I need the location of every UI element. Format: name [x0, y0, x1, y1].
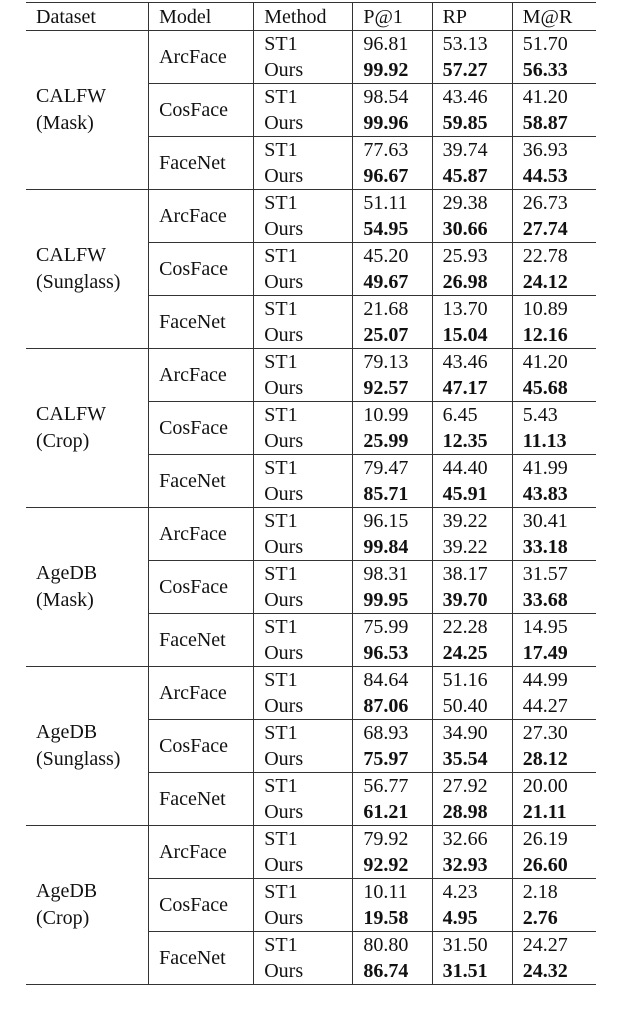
dataset-name: AgeDB [36, 562, 98, 584]
model-cell: CosFace [149, 561, 254, 614]
rp-cell: 43.46 [432, 349, 512, 376]
method-cell: ST1 [254, 402, 353, 429]
rp-cell: 50.40 [432, 693, 512, 720]
rp-cell: 44.40 [432, 455, 512, 482]
model-cell: CosFace [149, 402, 254, 455]
p-at-1-cell: 25.99 [353, 428, 432, 455]
m-at-r-cell: 33.68 [512, 587, 596, 614]
rp-cell: 51.16 [432, 667, 512, 694]
method-cell: ST1 [254, 667, 353, 694]
p-at-1-cell: 75.97 [353, 746, 432, 773]
p-at-1-cell: 99.95 [353, 587, 432, 614]
method-cell: Ours [254, 534, 353, 561]
dataset-cell [26, 349, 149, 508]
p-at-1-cell: 79.47 [353, 455, 432, 482]
m-at-r-cell: 26.60 [512, 852, 596, 879]
method-cell: Ours [254, 587, 353, 614]
m-at-r-cell: 14.95 [512, 614, 596, 641]
method-cell: Ours [254, 375, 353, 402]
method-cell: ST1 [254, 614, 353, 641]
p-at-1-cell: 96.81 [353, 31, 432, 58]
method-cell: Ours [254, 322, 353, 349]
m-at-r-cell: 30.41 [512, 508, 596, 535]
m-at-r-cell: 44.99 [512, 667, 596, 694]
p-at-1-cell: 56.77 [353, 773, 432, 800]
p-at-1-cell: 79.13 [353, 349, 432, 376]
p-at-1-cell: 99.92 [353, 57, 432, 84]
method-cell: Ours [254, 57, 353, 84]
model-cell: ArcFace [149, 508, 254, 561]
dataset-name: AgeDB [36, 721, 98, 743]
method-cell: ST1 [254, 31, 353, 58]
m-at-r-cell: 21.11 [512, 799, 596, 826]
p-at-1-cell: 10.99 [353, 402, 432, 429]
table-row [26, 667, 596, 694]
header-method: Method [254, 3, 353, 31]
method-cell: ST1 [254, 84, 353, 111]
model-cell: ArcFace [149, 31, 254, 84]
rp-cell: 34.90 [432, 720, 512, 747]
rp-cell: 32.66 [432, 826, 512, 853]
method-cell: ST1 [254, 137, 353, 164]
rp-cell: 25.93 [432, 243, 512, 270]
p-at-1-cell: 92.92 [353, 852, 432, 879]
m-at-r-cell: 24.27 [512, 932, 596, 959]
method-cell: Ours [254, 163, 353, 190]
p-at-1-cell: 96.67 [353, 163, 432, 190]
p-at-1-cell: 25.07 [353, 322, 432, 349]
rp-cell: 22.28 [432, 614, 512, 641]
method-cell: ST1 [254, 826, 353, 853]
m-at-r-cell: 27.74 [512, 216, 596, 243]
rp-cell: 13.70 [432, 296, 512, 323]
method-cell: ST1 [254, 455, 353, 482]
model-cell: ArcFace [149, 826, 254, 879]
m-at-r-cell: 10.89 [512, 296, 596, 323]
rp-cell: 6.45 [432, 402, 512, 429]
rp-cell: 26.98 [432, 269, 512, 296]
m-at-r-cell: 44.27 [512, 693, 596, 720]
model-cell: ArcFace [149, 667, 254, 720]
rp-cell: 35.54 [432, 746, 512, 773]
m-at-r-cell: 17.49 [512, 640, 596, 667]
p-at-1-cell: 21.68 [353, 296, 432, 323]
m-at-r-cell: 36.93 [512, 137, 596, 164]
header-row [26, 3, 596, 31]
method-cell: ST1 [254, 190, 353, 217]
method-cell: ST1 [254, 508, 353, 535]
results-table [26, 2, 596, 985]
m-at-r-cell: 12.16 [512, 322, 596, 349]
rp-cell: 38.17 [432, 561, 512, 588]
rp-cell: 24.25 [432, 640, 512, 667]
method-cell: Ours [254, 110, 353, 137]
m-at-r-cell: 20.00 [512, 773, 596, 800]
rp-cell: 12.35 [432, 428, 512, 455]
model-cell: CosFace [149, 84, 254, 137]
p-at-1-cell: 92.57 [353, 375, 432, 402]
model-cell: CosFace [149, 720, 254, 773]
rp-cell: 15.04 [432, 322, 512, 349]
p-at-1-cell: 99.96 [353, 110, 432, 137]
model-cell: CosFace [149, 243, 254, 296]
dataset-variant: (Crop) [36, 907, 90, 929]
m-at-r-cell: 2.76 [512, 905, 596, 932]
method-cell: Ours [254, 852, 353, 879]
dataset-cell [26, 31, 149, 190]
rp-cell: 59.85 [432, 110, 512, 137]
table-row [26, 826, 596, 853]
model-cell: FaceNet [149, 614, 254, 667]
m-at-r-cell: 28.12 [512, 746, 596, 773]
header-rp: RP [432, 3, 512, 31]
p-at-1-cell: 51.11 [353, 190, 432, 217]
m-at-r-cell: 24.32 [512, 958, 596, 985]
dataset-name: CALFW [36, 244, 106, 266]
m-at-r-cell: 24.12 [512, 269, 596, 296]
rp-cell: 28.98 [432, 799, 512, 826]
method-cell: ST1 [254, 932, 353, 959]
rp-cell: 39.22 [432, 508, 512, 535]
method-cell: Ours [254, 693, 353, 720]
dataset-variant: (Mask) [36, 112, 94, 134]
method-cell: Ours [254, 428, 353, 455]
p-at-1-cell: 84.64 [353, 667, 432, 694]
rp-cell: 39.70 [432, 587, 512, 614]
p-at-1-cell: 80.80 [353, 932, 432, 959]
p-at-1-cell: 77.63 [353, 137, 432, 164]
m-at-r-cell: 41.20 [512, 349, 596, 376]
rp-cell: 45.91 [432, 481, 512, 508]
rp-cell: 4.23 [432, 879, 512, 906]
m-at-r-cell: 26.73 [512, 190, 596, 217]
table-row [26, 508, 596, 535]
model-cell: FaceNet [149, 296, 254, 349]
p-at-1-cell: 45.20 [353, 243, 432, 270]
p-at-1-cell: 61.21 [353, 799, 432, 826]
m-at-r-cell: 51.70 [512, 31, 596, 58]
rp-cell: 31.51 [432, 958, 512, 985]
m-at-r-cell: 44.53 [512, 163, 596, 190]
rp-cell: 57.27 [432, 57, 512, 84]
p-at-1-cell: 85.71 [353, 481, 432, 508]
dataset-variant: (Sunglass) [36, 748, 121, 770]
dataset-cell [26, 667, 149, 826]
method-cell: ST1 [254, 561, 353, 588]
p-at-1-cell: 54.95 [353, 216, 432, 243]
p-at-1-cell: 98.31 [353, 561, 432, 588]
m-at-r-cell: 26.19 [512, 826, 596, 853]
method-cell: Ours [254, 640, 353, 667]
method-cell: ST1 [254, 349, 353, 376]
method-cell: Ours [254, 746, 353, 773]
m-at-r-cell: 2.18 [512, 879, 596, 906]
rp-cell: 45.87 [432, 163, 512, 190]
rp-cell: 4.95 [432, 905, 512, 932]
table-row [26, 190, 596, 217]
method-cell: ST1 [254, 879, 353, 906]
method-cell: ST1 [254, 773, 353, 800]
m-at-r-cell: 45.68 [512, 375, 596, 402]
p-at-1-cell: 96.15 [353, 508, 432, 535]
model-cell: ArcFace [149, 349, 254, 402]
dataset-variant: (Crop) [36, 430, 90, 452]
model-cell: FaceNet [149, 455, 254, 508]
m-at-r-cell: 5.43 [512, 402, 596, 429]
method-cell: Ours [254, 958, 353, 985]
dataset-name: CALFW [36, 403, 106, 425]
p-at-1-cell: 79.92 [353, 826, 432, 853]
dataset-cell [26, 508, 149, 667]
model-cell: ArcFace [149, 190, 254, 243]
table-header [26, 3, 596, 31]
header-p-at-1: P@1 [353, 3, 432, 31]
method-cell: Ours [254, 481, 353, 508]
p-at-1-cell: 98.54 [353, 84, 432, 111]
m-at-r-cell: 31.57 [512, 561, 596, 588]
rp-cell: 39.74 [432, 137, 512, 164]
p-at-1-cell: 86.74 [353, 958, 432, 985]
method-cell: Ours [254, 905, 353, 932]
header-dataset: Dataset [36, 5, 96, 28]
rp-cell: 39.22 [432, 534, 512, 561]
rp-cell: 30.66 [432, 216, 512, 243]
model-cell: CosFace [149, 879, 254, 932]
dataset-variant: (Sunglass) [36, 271, 121, 293]
header-model: Model [149, 3, 254, 31]
p-at-1-cell: 87.06 [353, 693, 432, 720]
model-cell: FaceNet [149, 932, 254, 985]
p-at-1-cell: 10.11 [353, 879, 432, 906]
method-cell: ST1 [254, 243, 353, 270]
rp-cell: 43.46 [432, 84, 512, 111]
rp-cell: 32.93 [432, 852, 512, 879]
method-cell: Ours [254, 269, 353, 296]
rp-cell: 47.17 [432, 375, 512, 402]
header-m-at-r: M@R [512, 3, 596, 31]
rp-cell: 29.38 [432, 190, 512, 217]
p-at-1-cell: 19.58 [353, 905, 432, 932]
m-at-r-cell: 41.20 [512, 84, 596, 111]
method-cell: ST1 [254, 720, 353, 747]
rp-cell: 31.50 [432, 932, 512, 959]
dataset-name: AgeDB [36, 880, 98, 902]
m-at-r-cell: 56.33 [512, 57, 596, 84]
method-cell: Ours [254, 216, 353, 243]
m-at-r-cell: 33.18 [512, 534, 596, 561]
m-at-r-cell: 58.87 [512, 110, 596, 137]
dataset-variant: (Mask) [36, 589, 94, 611]
table-body [26, 31, 596, 985]
m-at-r-cell: 41.99 [512, 455, 596, 482]
model-cell: FaceNet [149, 137, 254, 190]
m-at-r-cell: 43.83 [512, 481, 596, 508]
table-row [26, 31, 596, 58]
p-at-1-cell: 99.84 [353, 534, 432, 561]
dataset-cell [26, 190, 149, 349]
rp-cell: 53.13 [432, 31, 512, 58]
m-at-r-cell: 22.78 [512, 243, 596, 270]
method-cell: Ours [254, 799, 353, 826]
p-at-1-cell: 68.93 [353, 720, 432, 747]
model-cell: FaceNet [149, 773, 254, 826]
method-cell: ST1 [254, 296, 353, 323]
p-at-1-cell: 75.99 [353, 614, 432, 641]
table-row [26, 349, 596, 376]
rp-cell: 27.92 [432, 773, 512, 800]
m-at-r-cell: 27.30 [512, 720, 596, 747]
p-at-1-cell: 96.53 [353, 640, 432, 667]
dataset-cell [26, 826, 149, 985]
dataset-name: CALFW [36, 85, 106, 107]
m-at-r-cell: 11.13 [512, 428, 596, 455]
p-at-1-cell: 49.67 [353, 269, 432, 296]
